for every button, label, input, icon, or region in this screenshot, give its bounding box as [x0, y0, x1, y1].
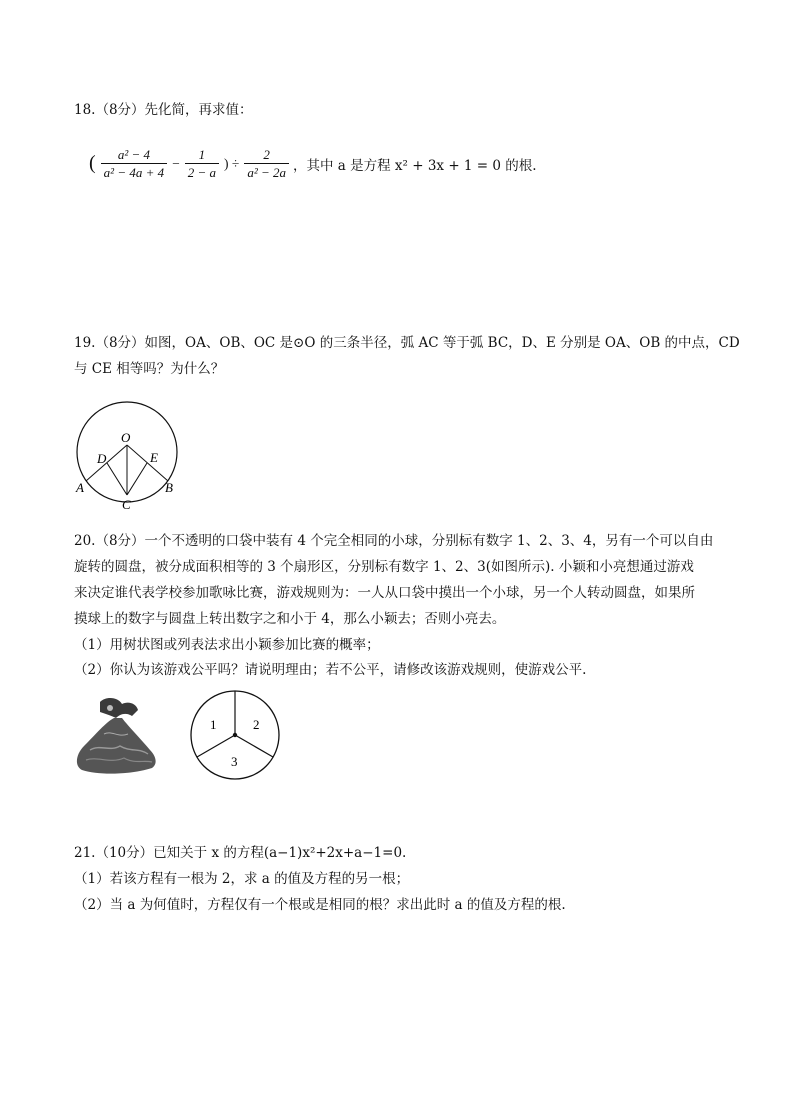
- spinner-sector-3: 3: [231, 754, 238, 769]
- label-o: O: [121, 430, 131, 445]
- spinner-divider-right: [235, 735, 273, 757]
- bag-illustration-icon: [70, 694, 162, 776]
- q20-sub-1: （1）用树状图或列表法求出小颖参加比赛的概率；: [74, 637, 380, 653]
- circle-diagram: [70, 395, 195, 513]
- label-e: E: [150, 450, 158, 465]
- label-a: A: [76, 480, 84, 495]
- left-paren: (: [89, 152, 96, 174]
- fraction-1: [101, 146, 167, 181]
- right-paren-divide: ) ÷: [224, 155, 240, 171]
- label-c: C: [122, 497, 131, 512]
- minus-sign: −: [172, 155, 180, 171]
- spinner-sector-1: 1: [210, 717, 217, 732]
- spinner-center: [233, 733, 237, 737]
- q20-line-4: 摸球上的数字与圆盘上转出数字之和小于 4，那么小颖去；否则小亮去。: [74, 611, 506, 627]
- q18-condition: ，其中 a 是方程 x² + 3x + 1 = 0 的根.: [292, 157, 537, 174]
- q19-line-2: 与 CE 相等吗？为什么？: [74, 361, 225, 377]
- fraction-1-numerator: a² − 4: [101, 146, 167, 164]
- fraction-3-numerator: 2: [244, 146, 289, 164]
- segment-cd: [107, 463, 127, 495]
- q19-line-1: 19.（8分）如图，OA、OB、OC 是⊙O 的三条半径，弧 AC 等于弧 BC，D、E 分别是 OA、OB 的中点，CD: [74, 335, 740, 351]
- fraction-1-denominator: a² − 4a + 4: [103, 165, 165, 180]
- label-d: D: [97, 451, 107, 466]
- spinner-divider-left: [197, 735, 235, 757]
- q21-sub-1: （1）若该方程有一根为 2，求 a 的值及方程的另一根；: [74, 871, 410, 887]
- radius-oa: [86, 445, 127, 481]
- q20-line-1: 20.（8分）一个不透明的口袋中装有 4 个完全相同的小球，分别标有数字 1、2、3、4，另有一个可以自由: [74, 533, 714, 549]
- fraction-3-denominator: a² − 2a: [247, 165, 286, 180]
- fraction-3: [244, 146, 289, 181]
- q18-heading: 18.（8分）先化简，再求值：: [74, 102, 253, 118]
- q20-line-3: 来决定谁代表学校参加歌咏比赛，游戏规则为：一人从口袋中摸出一个小球，另一个人转动圆盘，如果所: [74, 585, 695, 601]
- q20-sub-2: （2）你认为该游戏公平吗？请说明理由；若不公平，请修改该游戏规则，使游戏公平.: [74, 662, 587, 678]
- radius-ob: [127, 445, 168, 481]
- spinner-sector-2: 2: [253, 717, 260, 732]
- q21-sub-2: （2）当 a 为何值时，方程仅有一个根或是相同的根？求出此时 a 的值及方程的根.: [74, 897, 566, 913]
- label-b: B: [165, 480, 173, 495]
- q18-expression: [86, 146, 537, 181]
- spinner-diagram: [188, 689, 282, 781]
- fraction-2: [185, 146, 219, 181]
- fraction-2-numerator: 1: [185, 146, 219, 164]
- q20-line-2: 旋转的圆盘，被分成面积相等的 3 个扇形区，分别标有数字 1、2、3(如图所示). 小颖和小亮想通过游戏: [74, 559, 694, 575]
- fraction-2-denominator: 2 − a: [187, 165, 217, 180]
- q21-line-1: 21.（10分）已知关于 x 的方程(a−1)x²+2x+a−1=0.: [74, 845, 407, 861]
- segment-ce: [127, 463, 147, 495]
